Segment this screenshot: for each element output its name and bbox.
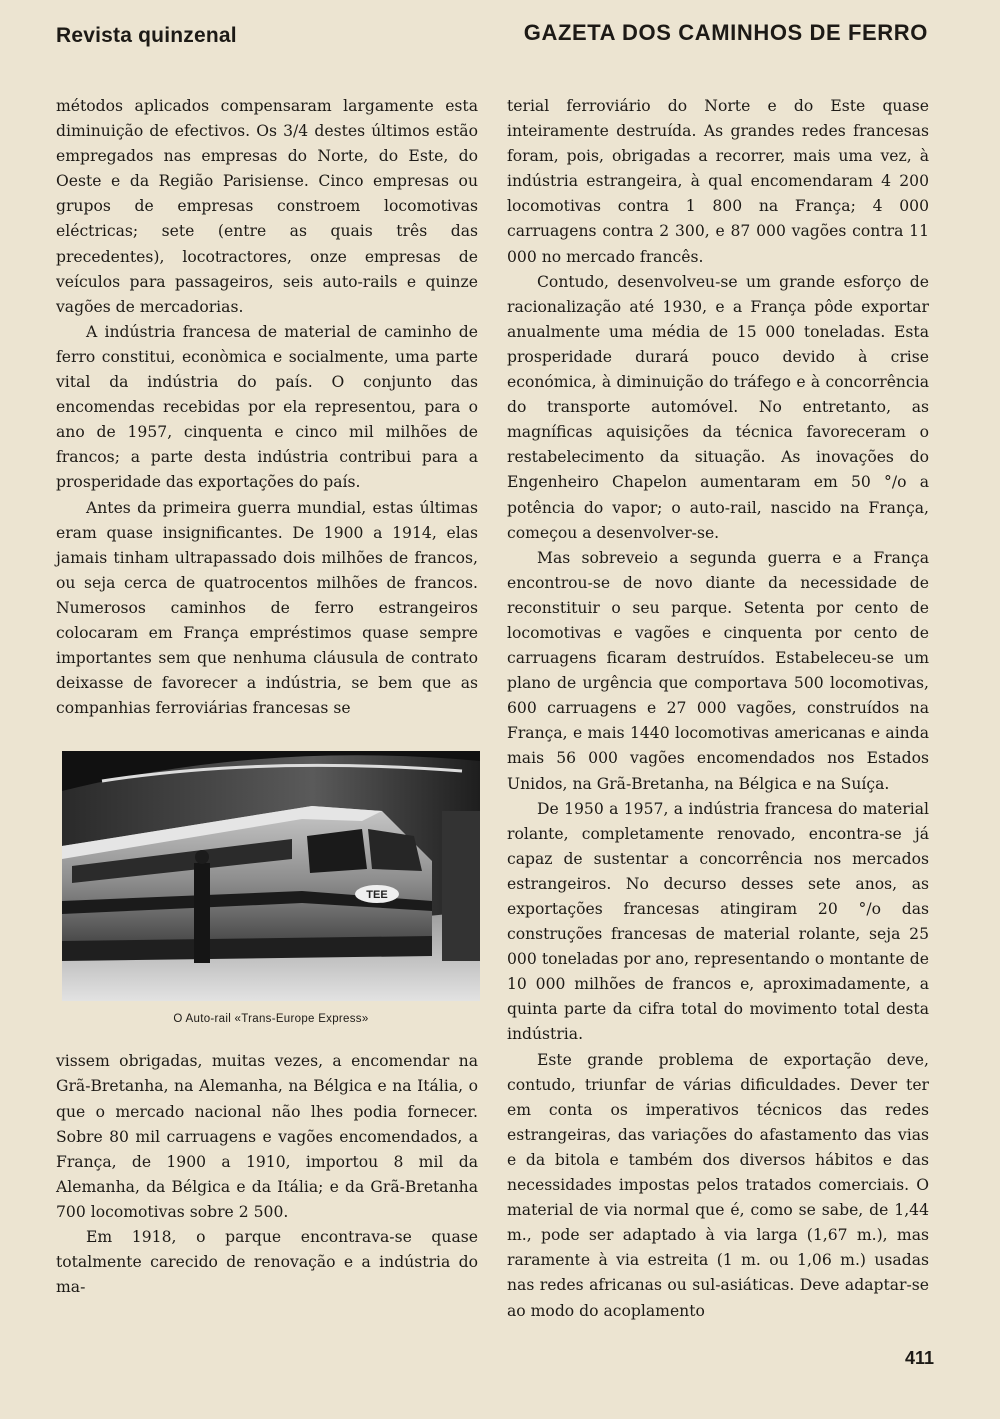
- figure: [62, 751, 480, 1025]
- paragraph: Contudo, desenvolveu-se um grande esforço de racionalização até 1930, e a França pôde exportar anualmente uma média de 15 000 toneladas. Esta prosperidade durará pouco devido à crise económica, à diminuição do tráfego e à concorrência do transporte automóvel. No entretanto, as magníficas aquisições da técnica favoreceram o restabelecimento da situação. As inovações do Engenheiro Chapelon aumentaram em 50 °/o a potência do vapor; o auto-rail, nascido na França, começou a desenvolver-se.: [507, 272, 929, 542]
- paragraph: terial ferroviário do Norte e do Este quase inteiramente destruída. As grandes redes francesas foram, pois, obrigadas a recorrer, mais uma vez, à indústria estrangeira, à qual encomendaram 4 200 locomotivas contra 1 800 na França; 4 000 carruagens contra 2 300, e 87 000 vagões contra 11 000 no mercado francês.: [507, 97, 929, 266]
- paragraph: métodos aplicados compensaram largamente esta diminuição de efectivos. Os 3/4 destes últimos estão empregados nas empresas do Norte, do Este, do Oeste e da Região Parisiense. Cinco empresas ou grupos de empresas constroem locomotivas eléctricas; sete (entre as quais três das precedentes), locotractores, onze empresas de veículos para passageiros, seis auto-rails e quinze vagões de mercadorias.: [56, 97, 478, 316]
- paragraph: De 1950 a 1957, a indústria francesa do material rolante, completamente renovado, encontra-se já capaz de sustentar a concorrência nos mercados estrangeiros. No decurso desses sete anos, as exportações francesas atingiram 20 °/o das construções francesas de material rolante, seja 25 000 toneladas por ano, representando o montante de 10 000 milhões de francos e, aproximadamente, a quinta parte da cifra total do movimento total desta indústria.: [507, 799, 929, 1044]
- paragraph: Em 1918, o parque encontrava-se quase totalmente carecido de renovação e a indústria do ma-: [56, 1228, 478, 1297]
- paragraph: Antes da primeira guerra mundial, estas últimas eram quase insignificantes. De 1900 a 1914, elas jamais tinham ultrapassado dois milhões de francos, ou seja cerca de quatrocentos milhões de francos. Numerosos caminhos de ferro estrangeiros colocaram em França empréstimos quase sempre importantes sem que nenhuma cláusula de contrato deixasse de favorecer a indústria, se bem que as companhias ferroviárias francesas se: [56, 498, 478, 718]
- paragraph: A indústria francesa de material de caminho de ferro constitui, econòmica e socialmente, uma parte vital da indústria do país. O conjunto das encomendas recebidas por ela representou, para o ano de 1957, cinquenta e cinco mil milhões de francos; a parte desta indústria contribui para a prosperidade das exportações do país.: [56, 322, 478, 492]
- page-number: 411: [904, 1348, 934, 1368]
- running-head-left: Revista quinzenal: [56, 24, 237, 47]
- paragraph: Este grande problema de exportação deve, contudo, triunfar de várias dificuldades. Dever ter em conta os imperativos técnicos das redes estrangeiras, das variações do afastamento das vias e da bitola e também dos diversos hábitos e das necessidades impostas pelos tratados comerciais. O material de via normal que é, como se sabe, de 1,44 m., pode ser adaptado à via larga (1,67 m.), mas raramente à via estreita (1 m. ou 1,06 m.) usadas nas redes africanas ou sul-asiáticas. Deve adaptar-se ao modo do acoplamento: [507, 1050, 929, 1320]
- tee-badge: TEE: [366, 889, 388, 902]
- photo-caption: O Auto-rail «Trans-Europe Express»: [173, 1013, 369, 1026]
- right-column: [507, 94, 929, 1324]
- left-column: [56, 94, 478, 1300]
- paragraph: Mas sobreveio a segunda guerra e a França encontrou-se de novo diante da necessidade de reconstituir o seu parque. Setenta por cento de locomotivas e vagões e cinquenta por cento de carruagens ficaram destruídos. Estabeleceu-se um plano de urgência que comportava 500 locomotivas, 600 carruagens e 27 000 vagões, construídos na França, e mais 1440 locomotivas americanas e ainda mais 56 000 vagões encomendados nos Estados Unidos, na Grã-Bretanha, na Bélgica e na Suíça.: [507, 548, 929, 793]
- running-head-right: GAZETA DOS CAMINHOS DE FERRO: [523, 20, 928, 45]
- train-photo: [62, 751, 480, 1001]
- paragraph: vissem obrigadas, muitas vezes, a encomendar na Grã-Bretanha, na Alemanha, na Bélgica e na Itália, o que o mercado nacional não lhes podia fornecer. Sobre 80 mil carruagens e vagões encomendados, a França, de 1900 a 1910, importou 8 mil da Alemanha, da Bélgica e da Itália; e da Grã-Bretanha 700 locomotivas sobre 2 500.: [56, 1052, 478, 1221]
